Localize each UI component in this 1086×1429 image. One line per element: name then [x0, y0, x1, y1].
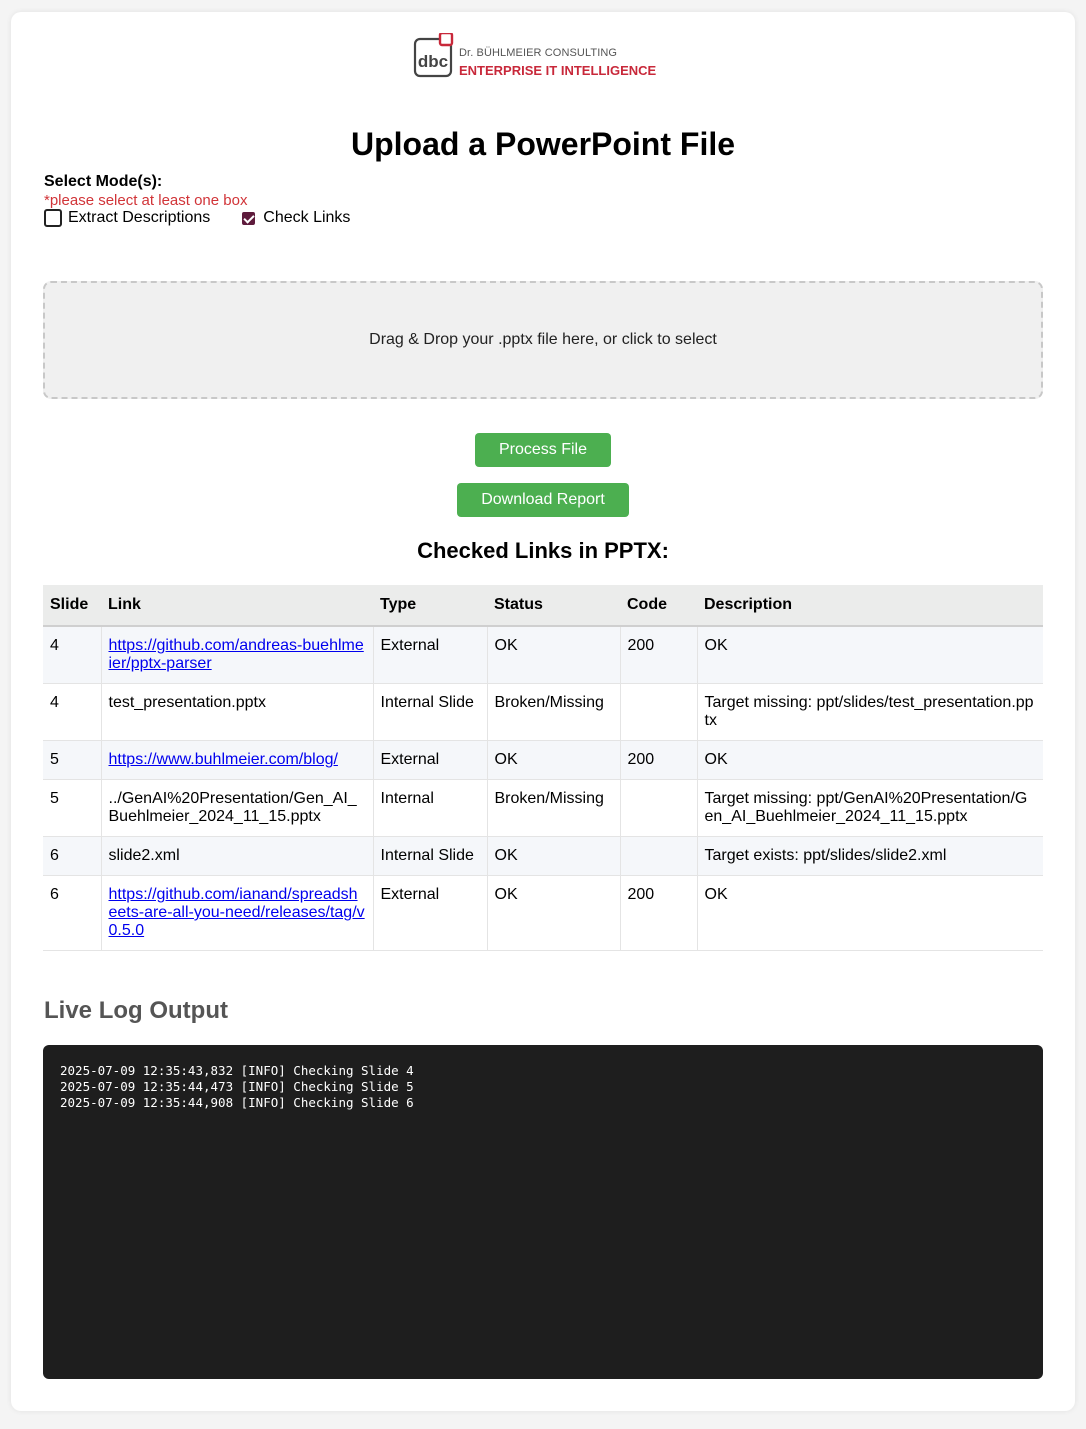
table-header-row — [43, 585, 1043, 626]
dropzone-text: Drag & Drop your .pptx file here, or click to select — [369, 331, 717, 348]
log-line: 2025-07-09 12:35:44,473 [INFO] Checking Slide 5 — [60, 1079, 414, 1094]
log-title: Live Log Output — [44, 997, 228, 1024]
mode-label: Select Mode(s): — [44, 173, 163, 190]
cell-status: Broken/Missing — [487, 780, 620, 837]
results-title: Checked Links in PPTX: — [417, 538, 669, 563]
table-row — [43, 741, 1043, 780]
cell-slide: 4 — [43, 684, 101, 741]
cell-link: test_presentation.pptx — [101, 684, 373, 741]
cell-code — [620, 684, 697, 741]
cell-type: External — [373, 876, 487, 951]
header-description: Description — [697, 585, 1043, 626]
table-row — [43, 626, 1043, 684]
cell-description: OK — [697, 626, 1043, 684]
cell-slide: 5 — [43, 741, 101, 780]
cell-type: External — [373, 741, 487, 780]
cell-description: Target exists: ppt/slides/slide2.xml — [697, 837, 1043, 876]
links-table — [43, 585, 1043, 951]
cell-status: OK — [487, 741, 620, 780]
extract-descriptions-label[interactable]: Extract Descriptions — [68, 209, 211, 226]
cell-link — [101, 741, 373, 780]
check-links-label[interactable]: Check Links — [263, 209, 351, 226]
header-type: Type — [373, 585, 487, 626]
cell-description: OK — [697, 876, 1043, 951]
cell-link — [101, 876, 373, 951]
mode-required-note: *please select at least one box — [44, 192, 248, 209]
header-status: Status — [487, 585, 620, 626]
brand-line2: ENTERPRISE IT INTELLIGENCE — [459, 63, 657, 78]
table-row — [43, 780, 1043, 837]
file-dropzone[interactable] — [43, 281, 1043, 399]
cell-code — [620, 780, 697, 837]
table-row — [43, 876, 1043, 951]
cell-type: External — [373, 626, 487, 684]
cell-slide: 5 — [43, 780, 101, 837]
brand-logo — [413, 33, 663, 87]
log-line: 2025-07-09 12:35:43,832 [INFO] Checking Slide 4 — [60, 1063, 414, 1078]
cell-status: Broken/Missing — [487, 684, 620, 741]
cell-link: ../GenAI%20Presentation/Gen_AI_Buehlmeier_2024_11_15.pptx — [101, 780, 373, 837]
link-url[interactable]: https://github.com/ianand/spreadsheets-are-all-you-need/releases/tag/v0.5.0 — [108, 886, 365, 939]
cell-type: Internal Slide — [373, 837, 487, 876]
log-line: 2025-07-09 12:35:44,908 [INFO] Checking Slide 6 — [60, 1095, 414, 1110]
cell-description: Target missing: ppt/slides/test_presentation.pptx — [697, 684, 1043, 741]
mode-checkboxes — [44, 209, 350, 227]
cell-link — [101, 626, 373, 684]
cell-code: 200 — [620, 626, 697, 684]
cell-code — [620, 837, 697, 876]
page-title: Upload a PowerPoint File — [350, 126, 736, 162]
header-slide: Slide — [43, 585, 101, 626]
table-row — [43, 837, 1043, 876]
process-file-button[interactable]: Process File — [475, 433, 611, 467]
cell-status: OK — [487, 837, 620, 876]
extract-descriptions-checkbox[interactable] — [44, 209, 62, 227]
log-output — [43, 1045, 1043, 1379]
download-report-button[interactable]: Download Report — [457, 483, 629, 517]
cell-status: OK — [487, 876, 620, 951]
header-link: Link — [101, 585, 373, 626]
cell-slide: 6 — [43, 837, 101, 876]
dbc-logo-icon — [413, 33, 459, 87]
cell-slide: 4 — [43, 626, 101, 684]
header-code: Code — [620, 585, 697, 626]
table-row — [43, 684, 1043, 741]
cell-slide: 6 — [43, 876, 101, 951]
logo-text: dbc — [417, 52, 449, 71]
brand-line1: Dr. BÜHLMEIER CONSULTING — [459, 47, 618, 59]
cell-description: Target missing: ppt/GenAI%20Presentation/Gen_AI_Buehlmeier_2024_11_15.pptx — [697, 780, 1043, 837]
cell-type: Internal Slide — [373, 684, 487, 741]
check-links-checkbox[interactable] — [242, 212, 255, 225]
cell-code: 200 — [620, 876, 697, 951]
cell-link: slide2.xml — [101, 837, 373, 876]
cell-description: OK — [697, 741, 1043, 780]
link-url[interactable]: https://github.com/andreas-buehlmeier/pptx-parser — [108, 637, 364, 672]
cell-code: 200 — [620, 741, 697, 780]
cell-type: Internal — [373, 780, 487, 837]
cell-status: OK — [487, 626, 620, 684]
link-url[interactable]: https://www.buhlmeier.com/blog/ — [108, 751, 338, 768]
